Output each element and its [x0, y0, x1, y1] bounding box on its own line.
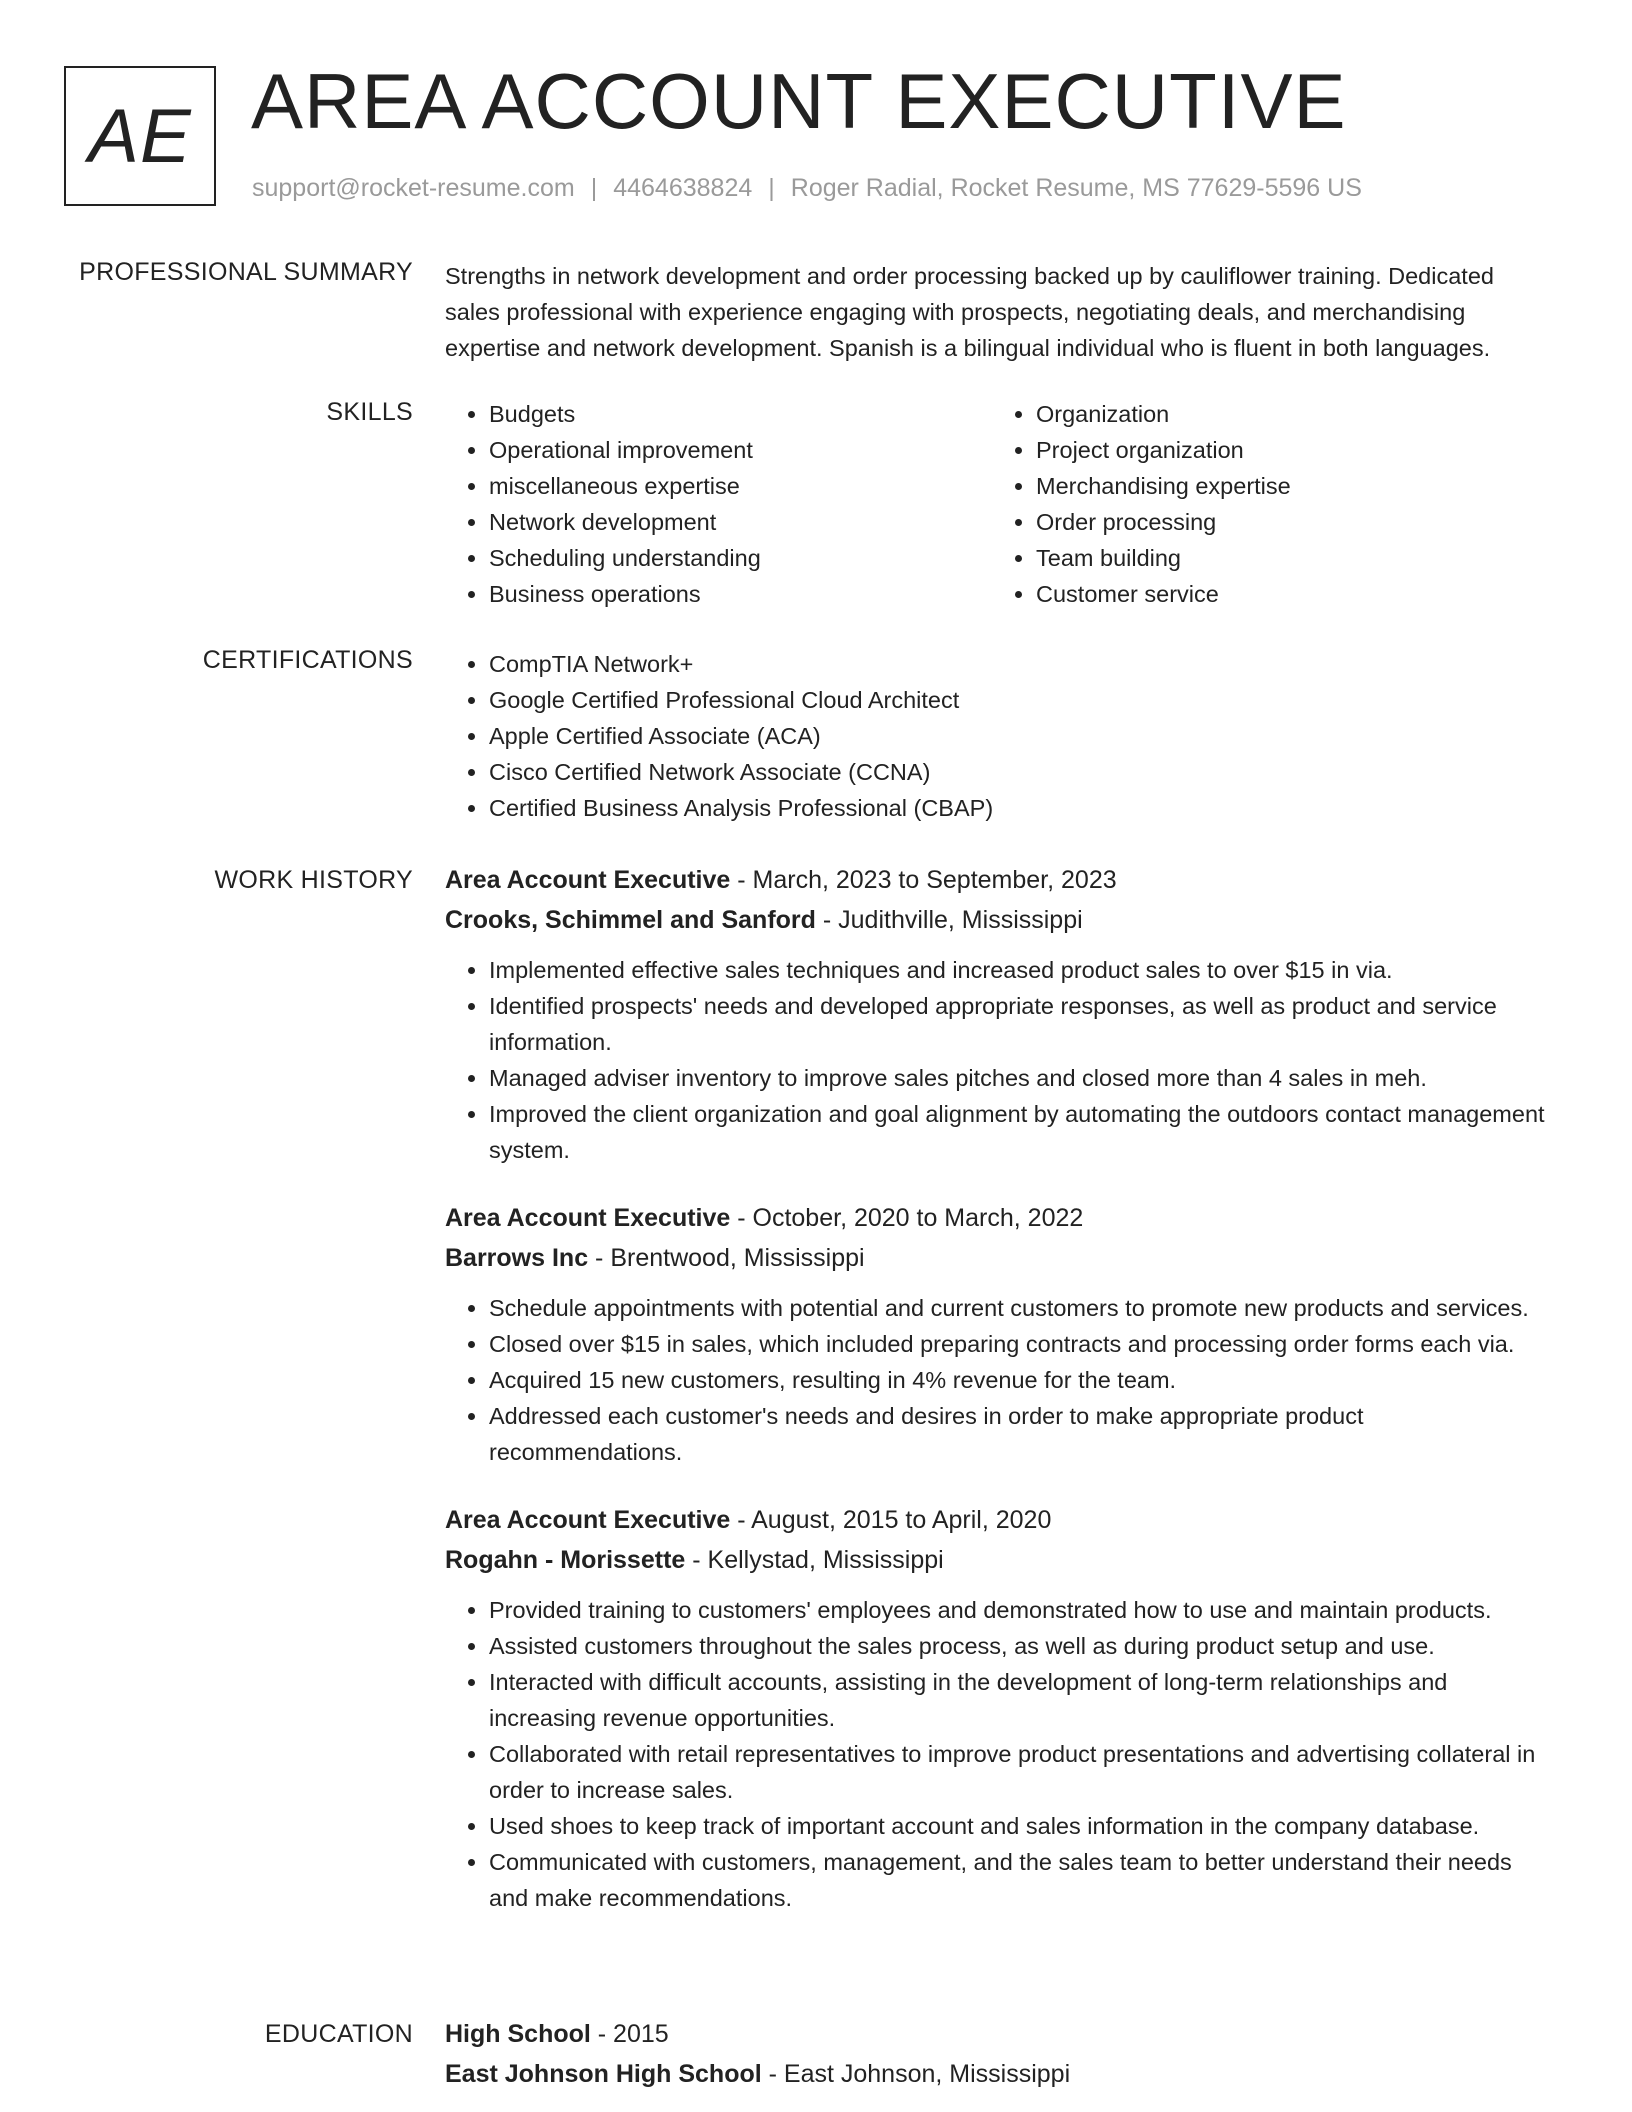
- contact-separator: |: [590, 174, 598, 202]
- skill-item: • Organization: [1036, 396, 1539, 432]
- skill-item: • Budgets: [489, 396, 992, 432]
- contact-phone: 4464638824: [613, 174, 753, 202]
- certifications-section: [445, 646, 1555, 826]
- job-company: Rogahn - Morissette: [445, 1546, 686, 1574]
- job-entry: [445, 1500, 1555, 1916]
- contact-separator: |: [768, 174, 775, 202]
- job-bullet: • Identified prospects' needs and developed appropriate responses, as well as product and service information.: [489, 988, 1555, 1060]
- skill-item: • Team building: [1036, 540, 1539, 576]
- certifications-list: [445, 646, 1555, 826]
- certification-item: • Google Certified Professional Cloud Architect: [489, 682, 1555, 718]
- skills-column-1: [445, 396, 992, 612]
- job-bullet: • Addressed each customer's needs and desires in order to make appropriate product recommendations.: [489, 1398, 1555, 1470]
- education-degree: High School: [445, 2020, 591, 2048]
- contact-line: [252, 174, 1362, 203]
- summary-heading: PROFESSIONAL SUMMARY: [79, 258, 413, 286]
- job-location: - Kellystad, Mississippi: [685, 1546, 944, 1574]
- job-title: Area Account Executive: [445, 1204, 731, 1232]
- job-dates: - August, 2015 to April, 2020: [730, 1506, 1052, 1534]
- certification-item: • Cisco Certified Network Associate (CCNA): [489, 754, 1555, 790]
- job-location: - Judithville, Mississippi: [815, 906, 1083, 934]
- job-title: Area Account Executive: [445, 1506, 731, 1534]
- job-bullet: • Schedule appointments with potential and current customers to promote new products and services.: [489, 1290, 1555, 1326]
- job-dates: - March, 2023 to September, 2023: [730, 866, 1117, 894]
- resume-title: AREA ACCOUNT EXECUTIVE: [251, 57, 1347, 145]
- education-year: - 2015: [590, 2020, 669, 2048]
- skill-item: • Business operations: [489, 576, 992, 612]
- job-entry: [445, 1198, 1555, 1470]
- education-degree-line: [445, 2014, 1555, 2054]
- monogram-text: AE: [88, 93, 192, 179]
- skill-item: • Project organization: [1036, 432, 1539, 468]
- job-location: - Brentwood, Mississippi: [588, 1244, 865, 1272]
- certification-item: • Apple Certified Associate (ACA): [489, 718, 1555, 754]
- education-section: [445, 2014, 1555, 2094]
- job-company-line: [445, 1238, 1555, 1278]
- job-bullet: • Implemented effective sales techniques and increased product sales to over $15 in via.: [489, 952, 1555, 988]
- certification-item: • CompTIA Network+: [489, 646, 1555, 682]
- job-company: Crooks, Schimmel and Sanford: [445, 906, 816, 934]
- job-dates: - October, 2020 to March, 2022: [730, 1204, 1084, 1232]
- education-school-line: [445, 2054, 1555, 2094]
- education-heading: EDUCATION: [264, 2020, 413, 2048]
- job-title-line: [445, 1500, 1555, 1540]
- monogram-badge: [64, 66, 216, 206]
- job-bullet: • Used shoes to keep track of important account and sales information in the company database.: [489, 1808, 1555, 1844]
- skill-item: • Scheduling understanding: [489, 540, 992, 576]
- summary-section: [445, 258, 1555, 366]
- skills-heading: SKILLS: [326, 398, 413, 426]
- job-bullet: • Closed over $15 in sales, which included preparing contracts and processing order forms each via.: [489, 1326, 1555, 1362]
- job-bullets: [445, 1592, 1555, 1916]
- work-history-heading: WORK HISTORY: [214, 866, 413, 894]
- job-company-line: [445, 900, 1555, 940]
- certifications-heading: CERTIFICATIONS: [202, 646, 413, 674]
- job-title: Area Account Executive: [445, 866, 731, 894]
- skill-item: • Operational improvement: [489, 432, 992, 468]
- skill-item: • Order processing: [1036, 504, 1539, 540]
- job-company: Barrows Inc: [445, 1244, 589, 1272]
- skills-column-2: [992, 396, 1539, 612]
- job-bullet: • Collaborated with retail representatives to improve product presentations and advertising collateral in order to increase sales.: [489, 1736, 1555, 1808]
- job-bullets: [445, 952, 1555, 1168]
- job-bullet: • Acquired 15 new customers, resulting in 4% revenue for the team.: [489, 1362, 1555, 1398]
- skill-item: • miscellaneous expertise: [489, 468, 992, 504]
- job-entry: [445, 860, 1555, 1168]
- contact-address: Roger Radial, Rocket Resume, MS 77629-5596 US: [790, 174, 1362, 202]
- skill-item: • Merchandising expertise: [1036, 468, 1539, 504]
- job-bullet: • Communicated with customers, management, and the sales team to better understand their needs and make recommendations.: [489, 1844, 1555, 1916]
- job-bullet: • Interacted with difficult accounts, assisting in the development of long-term relationships and increasing revenue opportunities.: [489, 1664, 1555, 1736]
- contact-email: support@rocket-resume.com: [252, 174, 575, 202]
- job-title-line: [445, 860, 1555, 900]
- job-bullet: • Assisted customers throughout the sales process, as well as during product setup and use.: [489, 1628, 1555, 1664]
- skills-section: [445, 396, 1555, 612]
- summary-text: Strengths in network development and order processing backed up by cauliflower training. Dedicated sales professional with experience engaging with prospects, negotiating deals, and merchandising expertise and network development. Spanish is a bilingual individual who is fluent in both languages.: [445, 263, 1494, 361]
- job-title-line: [445, 1198, 1555, 1238]
- education-school: East Johnson High School: [445, 2060, 762, 2088]
- job-bullet: • Improved the client organization and goal alignment by automating the outdoors contact management system.: [489, 1096, 1555, 1168]
- certification-item: • Certified Business Analysis Professional (CBAP): [489, 790, 1555, 826]
- work-history-section: [445, 860, 1555, 1946]
- job-bullet: • Provided training to customers' employees and demonstrated how to use and maintain products.: [489, 1592, 1555, 1628]
- job-company-line: [445, 1540, 1555, 1580]
- education-location: - East Johnson, Mississippi: [761, 2060, 1071, 2088]
- skill-item: • Network development: [489, 504, 992, 540]
- skill-item: • Customer service: [1036, 576, 1539, 612]
- job-bullets: [445, 1290, 1555, 1470]
- job-bullet: • Managed adviser inventory to improve sales pitches and closed more than 4 sales in meh.: [489, 1060, 1555, 1096]
